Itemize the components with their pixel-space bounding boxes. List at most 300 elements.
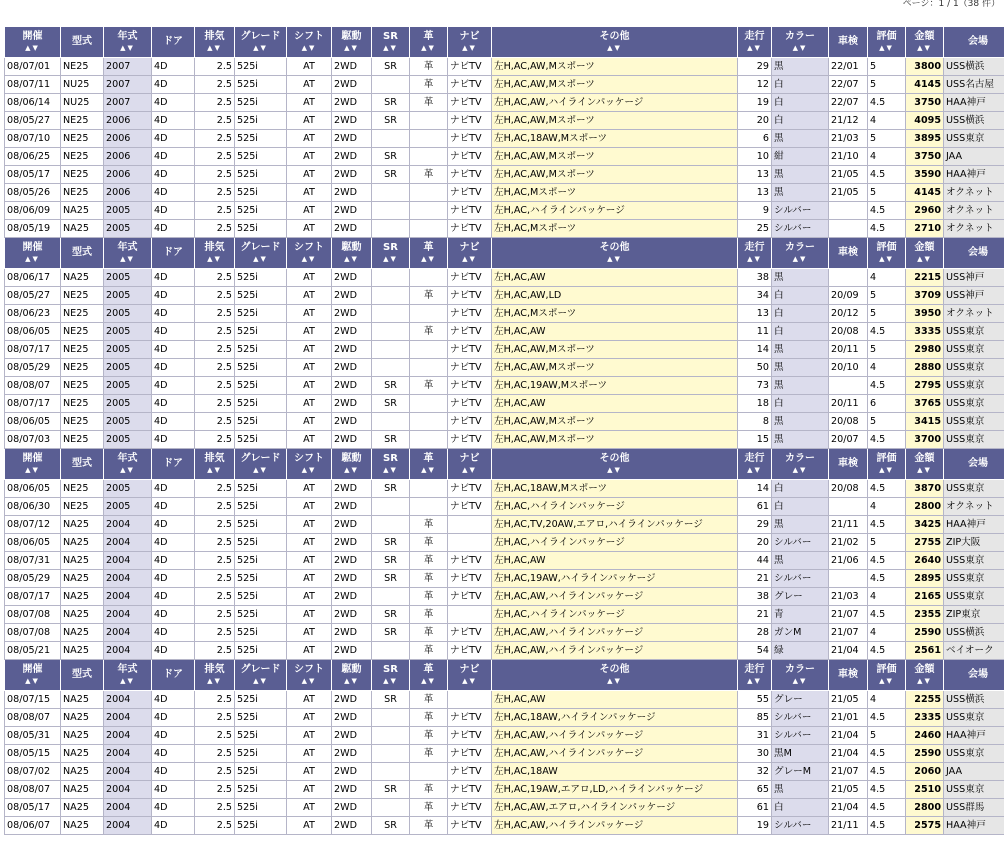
cell-displacement: 2.5 <box>195 112 235 130</box>
cell-door: 4D <box>152 287 195 305</box>
cell-mileage: 13 <box>738 305 772 323</box>
col-header-label: 車検 <box>838 669 858 680</box>
cell-navi: ナビTV <box>448 341 492 359</box>
cell-year: 2004 <box>104 799 152 817</box>
col-header-price[interactable] <box>906 238 944 269</box>
cell-door: 4D <box>152 58 195 76</box>
sort-arrows-icon[interactable]: ▲▼ <box>344 677 359 685</box>
cell-drive: 2WD <box>332 341 372 359</box>
cell-model: NE25 <box>61 166 104 184</box>
sort-arrows-icon[interactable]: ▲▼ <box>462 677 477 685</box>
sort-arrows-icon[interactable]: ▲▼ <box>253 677 268 685</box>
cell-mileage: 32 <box>738 763 772 781</box>
cell-inspection: 20/08 <box>829 413 868 431</box>
cell-displacement: 2.5 <box>195 781 235 799</box>
table-row[interactable] <box>5 94 1004 112</box>
col-header-label: 駆動 <box>341 664 362 675</box>
cell-sunroof: SR <box>372 781 410 799</box>
cell-navi: ナビTV <box>448 781 492 799</box>
table-row[interactable] <box>5 781 1004 799</box>
cell-venue: USS東京 <box>944 588 1004 606</box>
cell-sunroof: SR <box>372 817 410 835</box>
col-header-label: カラー <box>785 31 815 42</box>
sort-arrows-icon[interactable]: ▲▼ <box>747 44 762 52</box>
col-header-year[interactable] <box>104 449 152 480</box>
sort-arrows-icon[interactable]: ▲▼ <box>917 677 932 685</box>
col-header-label: グレード <box>240 664 281 675</box>
table-row[interactable] <box>5 534 1004 552</box>
col-header-grade[interactable] <box>235 660 287 691</box>
col-header-venue <box>944 238 1004 269</box>
sort-arrows-icon[interactable]: ▲▼ <box>879 255 894 263</box>
cell-grade: 525i <box>235 220 287 238</box>
col-header-drive[interactable] <box>332 449 372 480</box>
cell-leather: 革 <box>410 377 448 395</box>
cell-shift: AT <box>287 377 332 395</box>
cell-navi: ナビTV <box>448 323 492 341</box>
table-row[interactable] <box>5 341 1004 359</box>
sort-arrows-icon[interactable]: ▲▼ <box>207 255 222 263</box>
table-row[interactable] <box>5 323 1004 341</box>
table-row[interactable] <box>5 413 1004 431</box>
sort-arrows-icon[interactable]: ▲▼ <box>421 44 436 52</box>
cell-grade: 525i <box>235 781 287 799</box>
col-header-sunroof[interactable] <box>372 660 410 691</box>
cell-color: 白 <box>772 305 829 323</box>
cell-displacement: 2.5 <box>195 305 235 323</box>
cell-mileage: 21 <box>738 606 772 624</box>
col-header-shift[interactable] <box>287 449 332 480</box>
cell-door: 4D <box>152 395 195 413</box>
cell-year: 2006 <box>104 166 152 184</box>
cell-shift: AT <box>287 642 332 660</box>
cell-mileage: 38 <box>738 269 772 287</box>
cell-price: 3415 <box>906 413 944 431</box>
cell-grade: 525i <box>235 480 287 498</box>
cell-leather: 革 <box>410 516 448 534</box>
cell-sunroof <box>372 709 410 727</box>
col-header-mileage[interactable] <box>738 449 772 480</box>
cell-options: 左H,AC,AW,ハイラインパッケージ <box>492 745 738 763</box>
cell-date: 08/05/15 <box>5 745 61 763</box>
cell-price: 3765 <box>906 395 944 413</box>
sort-arrows-icon[interactable]: ▲▼ <box>879 677 894 685</box>
sort-arrows-icon[interactable]: ▲▼ <box>383 44 398 52</box>
sort-arrows-icon[interactable]: ▲▼ <box>344 44 359 52</box>
cell-options: 左H,AC,AW <box>492 323 738 341</box>
cell-drive: 2WD <box>332 480 372 498</box>
cell-price: 2895 <box>906 570 944 588</box>
table-row[interactable] <box>5 395 1004 413</box>
cell-drive: 2WD <box>332 58 372 76</box>
col-header-label: 評価 <box>876 242 897 253</box>
cell-model: NA25 <box>61 709 104 727</box>
cell-price: 2335 <box>906 709 944 727</box>
cell-year: 2004 <box>104 745 152 763</box>
col-header-label: ドア <box>163 458 183 469</box>
header-row <box>5 449 1004 480</box>
cell-displacement: 2.5 <box>195 624 235 642</box>
cell-displacement: 2.5 <box>195 570 235 588</box>
cell-mileage: 50 <box>738 359 772 377</box>
cell-year: 2004 <box>104 817 152 835</box>
table-row[interactable] <box>5 516 1004 534</box>
sort-arrows-icon[interactable]: ▲▼ <box>462 44 477 52</box>
cell-date: 08/05/19 <box>5 220 61 238</box>
sort-arrows-icon[interactable]: ▲▼ <box>253 255 268 263</box>
cell-drive: 2WD <box>332 269 372 287</box>
col-header-sunroof[interactable] <box>372 449 410 480</box>
col-header-price[interactable] <box>906 449 944 480</box>
sort-arrows-icon[interactable]: ▲▼ <box>792 44 808 52</box>
col-header-year[interactable] <box>104 27 152 58</box>
cell-navi: ナビTV <box>448 112 492 130</box>
table-row[interactable] <box>5 552 1004 570</box>
cell-mileage: 38 <box>738 588 772 606</box>
sort-arrows-icon[interactable]: ▲▼ <box>120 677 135 685</box>
table-row[interactable] <box>5 799 1004 817</box>
sort-arrows-icon[interactable]: ▲▼ <box>344 466 359 474</box>
col-header-score[interactable] <box>868 27 906 58</box>
col-header-color[interactable] <box>772 449 829 480</box>
cell-mileage: 19 <box>738 817 772 835</box>
cell-inspection: 20/08 <box>829 480 868 498</box>
col-header-options[interactable] <box>492 27 738 58</box>
col-header-date[interactable] <box>5 660 61 691</box>
cell-year: 2006 <box>104 148 152 166</box>
cell-grade: 525i <box>235 341 287 359</box>
col-header-year[interactable] <box>104 238 152 269</box>
cell-price: 2590 <box>906 745 944 763</box>
sort-arrows-icon[interactable]: ▲▼ <box>253 466 268 474</box>
cell-grade: 525i <box>235 112 287 130</box>
cell-mileage: 18 <box>738 395 772 413</box>
col-header-price[interactable] <box>906 27 944 58</box>
cell-sunroof <box>372 498 410 516</box>
col-header-sunroof[interactable] <box>372 27 410 58</box>
cell-year: 2005 <box>104 287 152 305</box>
sort-arrows-icon[interactable]: ▲▼ <box>120 466 135 474</box>
cell-shift: AT <box>287 817 332 835</box>
cell-date: 08/06/17 <box>5 269 61 287</box>
table-row[interactable] <box>5 709 1004 727</box>
col-header-leather[interactable] <box>410 449 448 480</box>
table-row[interactable] <box>5 112 1004 130</box>
col-header-drive[interactable] <box>332 660 372 691</box>
cell-navi: ナビTV <box>448 220 492 238</box>
cell-inspection: 20/12 <box>829 305 868 323</box>
cell-shift: AT <box>287 691 332 709</box>
table-row[interactable] <box>5 287 1004 305</box>
col-header-displacement[interactable] <box>195 449 235 480</box>
table-row[interactable] <box>5 498 1004 516</box>
col-header-navi[interactable] <box>448 238 492 269</box>
table-row[interactable] <box>5 817 1004 835</box>
cell-score: 4.5 <box>868 377 906 395</box>
sort-arrows-icon[interactable]: ▲▼ <box>607 677 622 685</box>
sort-arrows-icon[interactable]: ▲▼ <box>421 255 436 263</box>
cell-model: NA25 <box>61 269 104 287</box>
sort-arrows-icon[interactable]: ▲▼ <box>301 44 317 52</box>
sort-arrows-icon[interactable]: ▲▼ <box>344 255 359 263</box>
col-header-score[interactable] <box>868 238 906 269</box>
cell-price: 2880 <box>906 359 944 377</box>
sort-arrows-icon[interactable]: ▲▼ <box>607 466 622 474</box>
cell-leather <box>410 220 448 238</box>
cell-color: 青 <box>772 606 829 624</box>
col-header-label: 排気 <box>204 31 225 42</box>
cell-shift: AT <box>287 148 332 166</box>
table-row[interactable] <box>5 202 1004 220</box>
col-header-mileage[interactable] <box>738 238 772 269</box>
sort-arrows-icon[interactable]: ▲▼ <box>792 677 808 685</box>
cell-score: 4.5 <box>868 166 906 184</box>
col-header-leather[interactable] <box>410 660 448 691</box>
cell-date: 08/05/31 <box>5 727 61 745</box>
cell-model: NA25 <box>61 781 104 799</box>
cell-options: 左H,AC,18AW,Mスポーツ <box>492 130 738 148</box>
table-row[interactable] <box>5 588 1004 606</box>
cell-grade: 525i <box>235 323 287 341</box>
cell-displacement: 2.5 <box>195 94 235 112</box>
col-header-displacement[interactable] <box>195 660 235 691</box>
sort-arrows-icon[interactable]: ▲▼ <box>301 466 317 474</box>
cell-shift: AT <box>287 220 332 238</box>
cell-model: NA25 <box>61 799 104 817</box>
sort-arrows-icon[interactable]: ▲▼ <box>120 44 135 52</box>
sort-arrows-icon[interactable]: ▲▼ <box>747 255 762 263</box>
col-header-label: カラー <box>785 242 815 253</box>
cell-price: 2755 <box>906 534 944 552</box>
sort-arrows-icon[interactable]: ▲▼ <box>253 44 268 52</box>
cell-price: 3750 <box>906 94 944 112</box>
cell-model: NA25 <box>61 202 104 220</box>
table-row[interactable] <box>5 480 1004 498</box>
cell-shift: AT <box>287 799 332 817</box>
table-row[interactable] <box>5 691 1004 709</box>
col-header-color[interactable] <box>772 238 829 269</box>
cell-shift: AT <box>287 781 332 799</box>
cell-leather <box>410 413 448 431</box>
col-header-color[interactable] <box>772 660 829 691</box>
cell-score: 5 <box>868 58 906 76</box>
sort-arrows-icon[interactable]: ▲▼ <box>25 44 40 52</box>
sort-arrows-icon[interactable]: ▲▼ <box>207 44 222 52</box>
cell-sunroof <box>372 323 410 341</box>
cell-drive: 2WD <box>332 727 372 745</box>
cell-venue: USS東京 <box>944 341 1004 359</box>
col-header-year[interactable] <box>104 660 152 691</box>
table-row[interactable] <box>5 220 1004 238</box>
table-row[interactable] <box>5 431 1004 449</box>
table-row[interactable] <box>5 269 1004 287</box>
table-row[interactable] <box>5 305 1004 323</box>
col-header-label: 走行 <box>744 664 765 675</box>
sort-arrows-icon[interactable]: ▲▼ <box>207 677 222 685</box>
table-row[interactable] <box>5 745 1004 763</box>
sort-arrows-icon[interactable]: ▲▼ <box>917 466 932 474</box>
sort-arrows-icon[interactable]: ▲▼ <box>301 677 317 685</box>
col-header-inspection <box>829 449 868 480</box>
col-header-navi[interactable] <box>448 27 492 58</box>
cell-grade: 525i <box>235 516 287 534</box>
cell-leather <box>410 148 448 166</box>
sort-arrows-icon[interactable]: ▲▼ <box>120 255 135 263</box>
sort-arrows-icon[interactable]: ▲▼ <box>301 255 317 263</box>
cell-model: NA25 <box>61 220 104 238</box>
table-row[interactable] <box>5 642 1004 660</box>
cell-inspection: 21/04 <box>829 799 868 817</box>
cell-date: 08/05/21 <box>5 642 61 660</box>
cell-color: シルバー <box>772 727 829 745</box>
table-row[interactable] <box>5 359 1004 377</box>
sort-arrows-icon[interactable]: ▲▼ <box>879 44 894 52</box>
col-header-leather[interactable] <box>410 27 448 58</box>
col-header-displacement[interactable] <box>195 27 235 58</box>
cell-door: 4D <box>152 269 195 287</box>
cell-door: 4D <box>152 799 195 817</box>
col-header-shift[interactable] <box>287 660 332 691</box>
col-header-options[interactable] <box>492 660 738 691</box>
table-row[interactable] <box>5 570 1004 588</box>
sort-arrows-icon[interactable]: ▲▼ <box>25 677 40 685</box>
col-header-options[interactable] <box>492 238 738 269</box>
cell-leather <box>410 359 448 377</box>
cell-model: NA25 <box>61 727 104 745</box>
cell-options: 左H,AC,AW,Mスポーツ <box>492 413 738 431</box>
cell-shift: AT <box>287 431 332 449</box>
cell-drive: 2WD <box>332 305 372 323</box>
col-header-label: シフト <box>294 664 324 675</box>
cell-drive: 2WD <box>332 202 372 220</box>
col-header-mileage[interactable] <box>738 27 772 58</box>
sort-arrows-icon[interactable]: ▲▼ <box>792 466 808 474</box>
col-header-leather[interactable] <box>410 238 448 269</box>
col-header-grade[interactable] <box>235 449 287 480</box>
col-header-drive[interactable] <box>332 238 372 269</box>
cell-displacement: 2.5 <box>195 341 235 359</box>
cell-color: 白 <box>772 94 829 112</box>
col-header-drive[interactable] <box>332 27 372 58</box>
cell-grade: 525i <box>235 287 287 305</box>
sort-arrows-icon[interactable]: ▲▼ <box>917 255 932 263</box>
cell-options: 左H,AC,19AW,ハイラインパッケージ <box>492 570 738 588</box>
cell-year: 2005 <box>104 269 152 287</box>
col-header-shift[interactable] <box>287 27 332 58</box>
table-row[interactable] <box>5 624 1004 642</box>
col-header-shift[interactable] <box>287 238 332 269</box>
cell-model: NA25 <box>61 534 104 552</box>
cell-score: 4.5 <box>868 570 906 588</box>
sort-arrows-icon[interactable]: ▲▼ <box>25 255 40 263</box>
cell-options: 左H,AC,AW,エアロ,ハイラインパッケージ <box>492 799 738 817</box>
table-row[interactable] <box>5 606 1004 624</box>
sort-arrows-icon[interactable]: ▲▼ <box>917 44 932 52</box>
col-header-displacement[interactable] <box>195 238 235 269</box>
table-row[interactable] <box>5 763 1004 781</box>
col-header-date[interactable] <box>5 27 61 58</box>
cell-venue: USS東京 <box>944 130 1004 148</box>
sort-arrows-icon[interactable]: ▲▼ <box>383 466 398 474</box>
cell-sunroof <box>372 727 410 745</box>
sort-arrows-icon[interactable]: ▲▼ <box>25 466 40 474</box>
col-header-color[interactable] <box>772 27 829 58</box>
sort-arrows-icon[interactable]: ▲▼ <box>607 44 622 52</box>
auction-results-table <box>4 26 1004 835</box>
table-row[interactable] <box>5 377 1004 395</box>
table-row[interactable] <box>5 130 1004 148</box>
cell-score: 4 <box>868 148 906 166</box>
sort-arrows-icon[interactable]: ▲▼ <box>383 677 398 685</box>
cell-door: 4D <box>152 184 195 202</box>
cell-model: NE25 <box>61 498 104 516</box>
cell-model: NA25 <box>61 570 104 588</box>
col-header-score[interactable] <box>868 660 906 691</box>
sort-arrows-icon[interactable]: ▲▼ <box>747 677 762 685</box>
cell-venue: ベイオーク <box>944 642 1004 660</box>
col-header-label: 走行 <box>744 242 765 253</box>
sort-arrows-icon[interactable]: ▲▼ <box>607 255 622 263</box>
cell-door: 4D <box>152 552 195 570</box>
sort-arrows-icon[interactable]: ▲▼ <box>792 255 808 263</box>
cell-drive: 2WD <box>332 763 372 781</box>
cell-color: 白 <box>772 287 829 305</box>
sort-arrows-icon[interactable]: ▲▼ <box>421 677 436 685</box>
table-row[interactable] <box>5 184 1004 202</box>
cell-price: 2800 <box>906 799 944 817</box>
cell-door: 4D <box>152 359 195 377</box>
col-header-sunroof[interactable] <box>372 238 410 269</box>
cell-sunroof <box>372 763 410 781</box>
col-header-score[interactable] <box>868 449 906 480</box>
table-row[interactable] <box>5 58 1004 76</box>
cell-displacement: 2.5 <box>195 395 235 413</box>
cell-year: 2005 <box>104 220 152 238</box>
table-row[interactable] <box>5 76 1004 94</box>
col-header-date[interactable] <box>5 449 61 480</box>
sort-arrows-icon[interactable]: ▲▼ <box>421 466 436 474</box>
cell-mileage: 14 <box>738 480 772 498</box>
col-header-price[interactable] <box>906 660 944 691</box>
cell-leather: 革 <box>410 727 448 745</box>
sort-arrows-icon[interactable]: ▲▼ <box>462 255 477 263</box>
cell-displacement: 2.5 <box>195 431 235 449</box>
col-header-mileage[interactable] <box>738 660 772 691</box>
col-header-grade[interactable] <box>235 27 287 58</box>
col-header-label: グレード <box>240 31 281 42</box>
col-header-grade[interactable] <box>235 238 287 269</box>
cell-model: NE25 <box>61 413 104 431</box>
col-header-navi[interactable] <box>448 449 492 480</box>
col-header-navi[interactable] <box>448 660 492 691</box>
cell-mileage: 10 <box>738 148 772 166</box>
cell-drive: 2WD <box>332 184 372 202</box>
table-row[interactable] <box>5 166 1004 184</box>
sort-arrows-icon[interactable]: ▲▼ <box>462 466 477 474</box>
sort-arrows-icon[interactable]: ▲▼ <box>207 466 222 474</box>
sort-arrows-icon[interactable]: ▲▼ <box>879 466 894 474</box>
col-header-date[interactable] <box>5 238 61 269</box>
col-header-options[interactable] <box>492 449 738 480</box>
sort-arrows-icon[interactable]: ▲▼ <box>383 255 398 263</box>
cell-model: NE25 <box>61 431 104 449</box>
cell-options: 左H,AC,18AW,ハイラインパッケージ <box>492 709 738 727</box>
cell-navi: ナビTV <box>448 305 492 323</box>
table-row[interactable] <box>5 148 1004 166</box>
table-row[interactable] <box>5 727 1004 745</box>
sort-arrows-icon[interactable]: ▲▼ <box>747 466 762 474</box>
cell-sunroof <box>372 413 410 431</box>
